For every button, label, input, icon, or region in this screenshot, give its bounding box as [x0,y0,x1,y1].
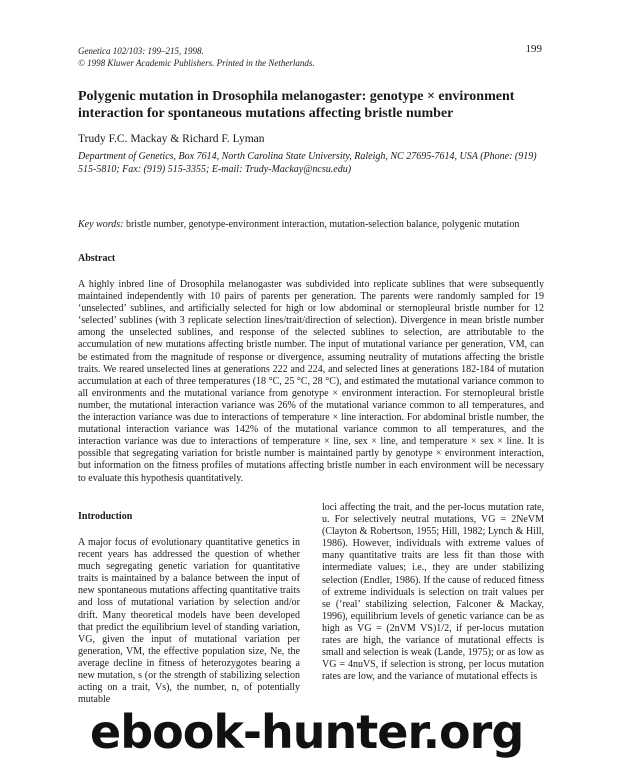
page-number: 199 [525,43,542,55]
introduction-heading: Introduction [78,511,133,522]
introduction-column-right [322,502,544,683]
journal-header [78,45,315,69]
introduction-text-left: A major focus of evolutionary quantitative genetics in recent years has addressed the question of whether much segregating genetic variation for quantitative traits is maintained by a balance between the input of new spontaneous mutations affecting quantitative traits and loss of mutational variation by selection and/or drift. Many theoretical models have been developed that predict the equilibrium level of standing variation, VG, given the input of mutational variation per generation, VM, the effective population size, Ne, the average decline in fitness of heterozygotes bearing a new mutation, s (or the strength of stabilizing selection acting on a trait, Vs), the number, n, of potentially mutable [78,537,300,706]
keywords-label: Key words: [78,219,124,230]
abstract-body [78,279,544,485]
keywords-text: bristle number, genotype-environment interaction, mutation-selection balance, polygenic mutation [125,219,520,230]
introduction-column-left [78,537,300,706]
journal-line: Genetica 102/103: 199–215, 1998. [78,46,204,56]
paper-title: Polygenic mutation in Drosophila melanogaster: genotype × environment interaction for spontaneous mutations affecting bristle number [78,89,515,121]
introduction-text-right: loci affecting the trait, and the per-locus mutation rate, u. For selectively neutral mutations, VG = 2NeVM (Clayton & Robertson, 1955; Hill, 1982; Lynch & Hill, 1986). However, individuals with extreme values of many quantitative traits are less fit than those with intermediate values; i.e., they are under stabilizing selection (Endler, 1986). If the cause of reduced fitness of extreme individuals is selection on trait values per se (‘real’ stabilizing selection, Falconer & Mackay, 1996), equilibrium levels of genetic variance can be as high as VG = (2nVM VS)1/2, if per-locus mutation rates are high, the variance of mutational effects is small and selection is weak (Lande, 1975); or as low as VG = 4nuVS, if selection is strong, per locus mutation rates are low, and the variance of mutational effects is [322,502,544,683]
authors: Trudy F.C. Mackay & Richard F. Lyman [78,133,265,145]
affiliation: Department of Genetics, Box 7614, North Carolina State University, Raleigh, NC 27695-7614, USA (Phone: (919) 515-5810; Fax: (919) 515-3355; E-mail: Trudy-Mackay@ncsu.edu) [78,151,537,175]
copyright-line: © 1998 Kluwer Academic Publishers. Printed in the Netherlands. [78,58,315,68]
watermark: ebook-hunter.org [90,705,524,759]
abstract-text: A highly inbred line of Drosophila melanogaster was subdivided into replicate sublines that were subsequently maintained independently with 10 pairs of parents per generation. The parents were randomly sampled for 19 ‘unselected’ sublines, and artificially selected for high or low abdominal or sternopleural bristle number for 12 ‘selected’ sublines (with 3 replicate selection lines/trait/direction of selection). Divergence in mean bristle number among the unselected sublines, and response of the selected sublines to selection, are attributable to the accumulation of new mutations affecting bristle number. The input of mutational variance per generation, VM, can be estimated from the magnitude of response or divergence, assuming neutrality of mutations affecting the bristle traits. We reared unselected lines at generations 222 and 224, and selected lines at generations 182-184 of mutation accumulation at each of three temperatures (18 °C, 25 °C, 28 °C), and estimated the mutational variance common to all environments and the mutational variance from genotype × environment interaction. For sternopleural bristle number, the mutational interaction variance was 26% of the mutational variance common to all temperatures, and the interaction variance was due to interactions of temperature × line interaction. For abdominal bristle number, the mutational interaction variance was 142% of the mutational variance common to all temperatures, and the interaction variance was due to interactions of temperature × line, sex × line, and temperature × sex × line. It is possible that segregating variation for bristle number is maintained partly by genotype × environment interaction, but information on the fitness profiles of mutations affecting bristle number in each environment will be necessary to evaluate this hypothesis quantitatively. [78,279,544,484]
watermark-banner [0,700,620,773]
abstract-heading: Abstract [78,253,116,264]
keywords [78,219,548,230]
